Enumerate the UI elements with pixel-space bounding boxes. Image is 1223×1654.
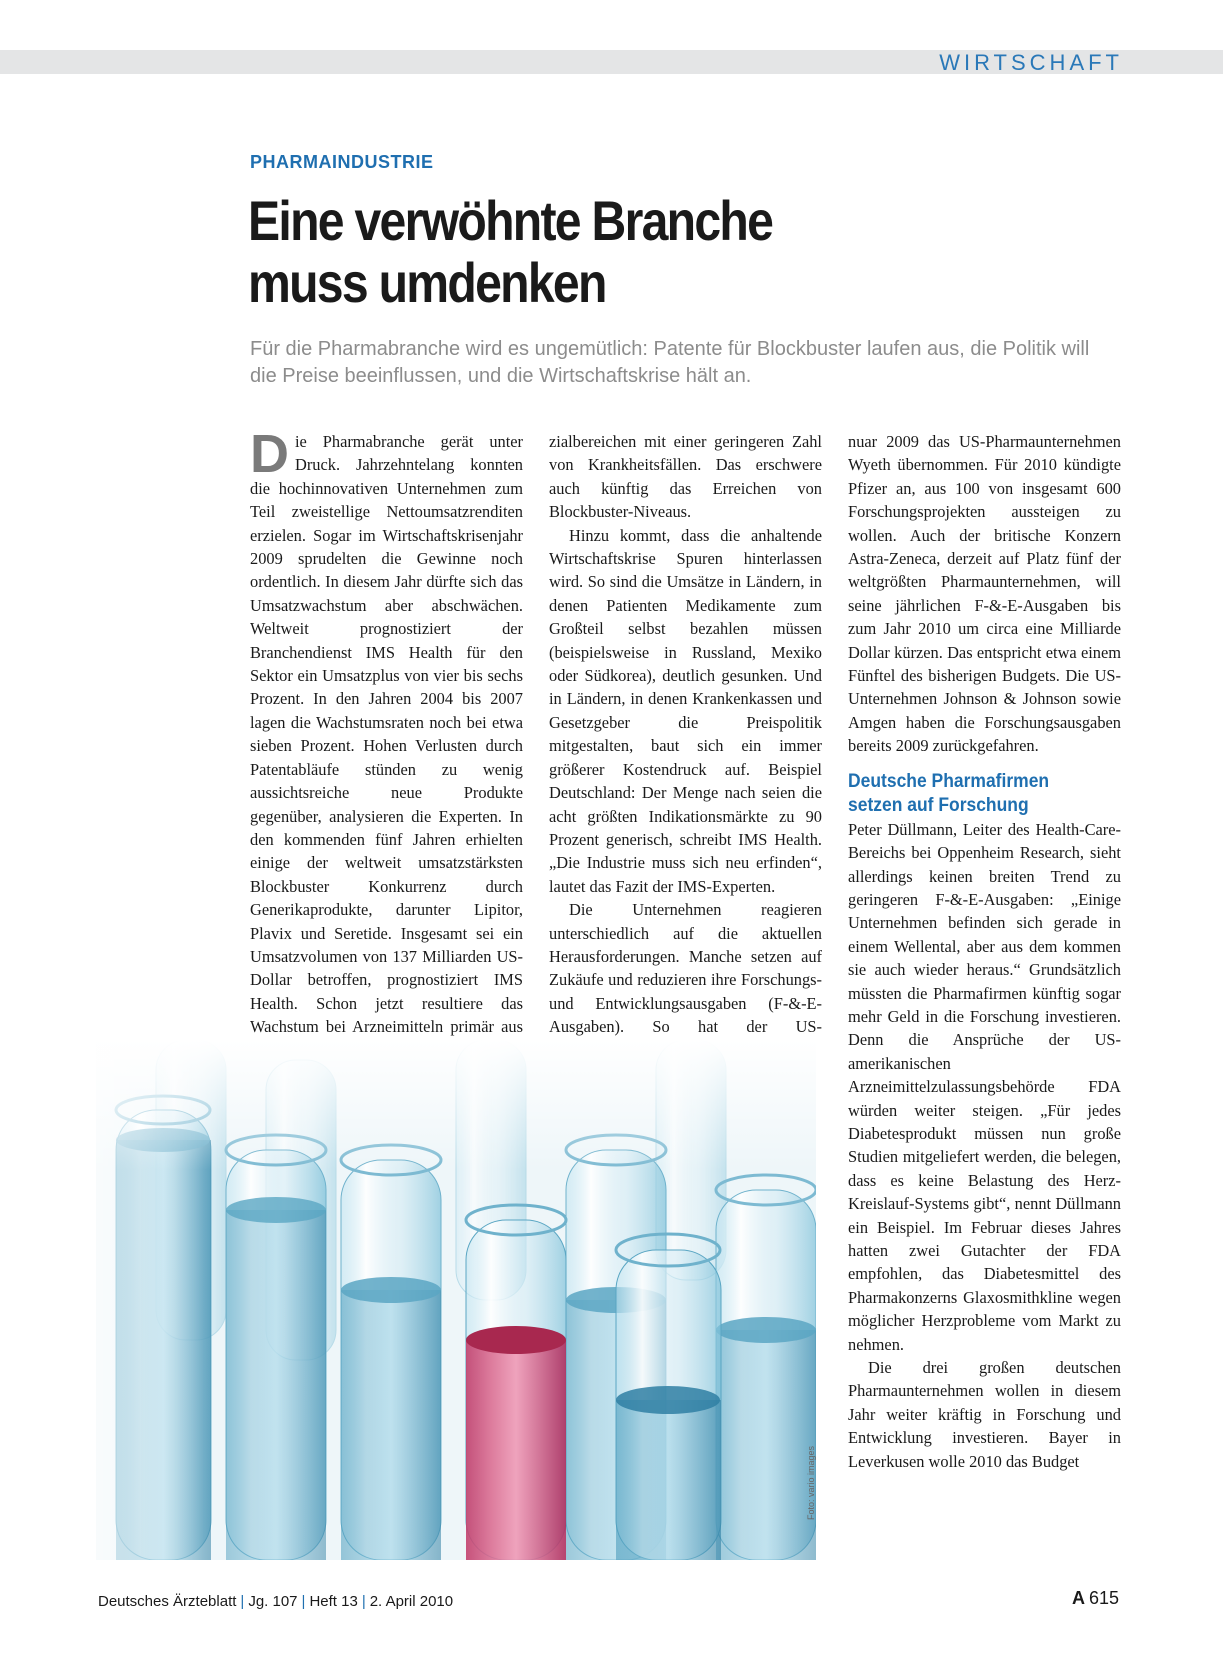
headline-line-2: muss umdenken [248,251,606,314]
article-lead: Für die Pharmabranche wird es ungemütlich: Patente für Blockbuster laufen aus, die Politik will die Preise beeinflussen, und die Wirtschaftskrise hält an. [250,338,1090,387]
page-number [1072,1588,1119,1609]
journal-issue: Heft 13 [309,1593,358,1610]
paragraph: Die Unternehmen reagieren unterschiedlich auf die aktuellen Herausforderungen. Manche setzen auf Zukäufe und reduzieren ihre Forschungs- und Entwicklungsausgaben (F-&-E-Ausgaben). So hat der US- [549,900,822,1037]
paragraph: Peter Düllmann, Leiter des Health-Care-Bereichs bei Oppenheim Research, sieht allerdings keinen breiten Trend zu geringeren F-&-E-Ausgaben: „Einige Unternehmen befinden sich gerade in einem Wellental, aber aus dem kommen sie auch wieder heraus.“ Grundsätzlich müssten die Pharmafirmen künftig sogar mehr Geld in die Forschung investieren. Denn die Ansprüche der US-amerikanischen Arzneimittelzulassungsbehörde FDA würden weiter steigen. „Für jedes Diabetesprodukt müssen nun große Studien mitgeliefert werden, die belegen, dass es keine Belastung des Herz-Kreislauf-Systems gibt“, nennt Düllmann ein Beispiel. Im Februar dieses Jahres hatten zwei Gutachter der FDA empfohlen, das Diabetesmittel des Pharmakonzerns Glaxosmithkline wegen möglicher Herzprobleme vom Markt zu nehmen. [848,819,1121,1354]
paragraph: zialbereichen mit einer geringeren Zahl von Krankheitsfällen. Das erschwere auch künftig das Erreichen von Blockbuster-Niveaus. [549,432,822,522]
footer-separator: | [301,1593,306,1610]
text-column-2 [549,430,822,1062]
drop-cap: D [250,424,289,484]
article-headline [248,190,850,314]
test-tubes-photo [96,1040,816,1560]
section-title: WIRTSCHAFT [939,50,1123,75]
headline-line-1: Eine verwöhnte Branche [248,189,773,252]
photo-credit: Foto: vario images [806,1445,816,1520]
issue-date: 2. April 2010 [369,1593,454,1610]
paragraph: Hinzu kommt, dass die anhaltende Wirtschaftskrise Spuren hinterlassen wird. So sind die Umsätze in Ländern, in denen Patienten Medikamente zum Großteil selbst bezahlen müssen (beispielsweise in Russland, Mexiko oder Südkorea), deutlich gesunken. Und in Ländern, in denen Krankenkassen und Gesetzgeber die Preispolitik mitgestalten, baut sich ein immer größerer Kostendruck auf. Beispiel Deutschland: Der Menge nach seien die acht größten Indikationsmärkte zu 90 Prozent generisch, schreibt IMS Health. „Die Industrie muss sich neu erfinden“, lautet das Fazit der IMS-Experten. [549,525,822,896]
article-subheading: Deutsche Pharmafirmen setzen auf Forschung [848,770,1050,816]
page-number-value: 615 [1088,1588,1119,1608]
journal-volume: Jg. 107 [248,1593,298,1610]
paragraph: Die drei großen deutschen Pharmaunternehmen wollen in diesem Jahr weiter kräftig in Forschung und Entwicklung investieren. Bayer in Leverkusen wolle 2010 das Budget [848,1358,1121,1471]
text-column-3 [848,430,1121,1473]
page-footer [98,1593,453,1610]
footer-separator: | [361,1593,366,1610]
paragraph: nuar 2009 das US-Pharmaunternehmen Wyeth übernommen. Für 2010 kündigte Pfizer an, aus 100 von insgesamt 600 Forschungsprojekten aussteigen zu wollen. Auch der britische Konzern Astra-Zeneca, derzeit auf Platz fünf der weltgrößten Pharmaunternehmen, will seine jährlichen F-&-E-Ausgaben bis zum Jahr 2010 um circa eine Milliarde Dollar kürzen. Das entspricht etwa einem Fünftel des bisherigen Budgets. Die US-Unternehmen Johnson & Johnson sowie Amgen haben die Forschungsausgaben bereits 2009 zurückgefahren. [848,432,1121,756]
page-prefix: A [1071,1588,1085,1608]
journal-name: Deutsches Ärzteblatt [98,1593,237,1610]
section-header-bar [0,50,1223,74]
paragraph-text: ie Pharmabranche gerät unter Druck. Jahrzehntelang konnten die hochinnovativen Unternehmen zum Teil zweistellige Nettoumsatzrenditen erzielen. Sogar im Wirtschaftskrisenjahr 2009 sprudelten die Gewinne noch ordentlich. In diesem Jahr dürfte sich das Umsatzwachstum aber abschwächen. Weltweit prognostiziert der Branchendienst IMS Health für den Sektor ein Umsatzplus von vier bis sechs Prozent. In den Jahren 2004 bis 2007 lagen die Wachstumsraten noch bei etwa sieben Prozent. Hohen Verlusten durch Patentabläufe stünden zu wenig aussichtsreiche neue Produkte gegenüber, analysieren die Experten. In den kommenden fünf Jahren erhielten einige der weltweit umsatzstärksten Blockbuster Konkurrenz durch Generikaprodukte, darunter Lipitor, Plavix und Seretide. Insgesamt sei ein Umsatzvolumen von 137 Milliarden US-Dollar betroffen, prognostiziert IMS Health. Schon jetzt resultiere das Wachstum bei Arzneimitteln primär aus [250,432,523,1037]
text-column-1 [250,424,523,1062]
footer-separator: | [240,1593,245,1610]
paragraph [250,424,523,1062]
test-tubes-illustration [96,1040,816,1560]
article-kicker: PHARMAINDUSTRIE [250,152,434,172]
